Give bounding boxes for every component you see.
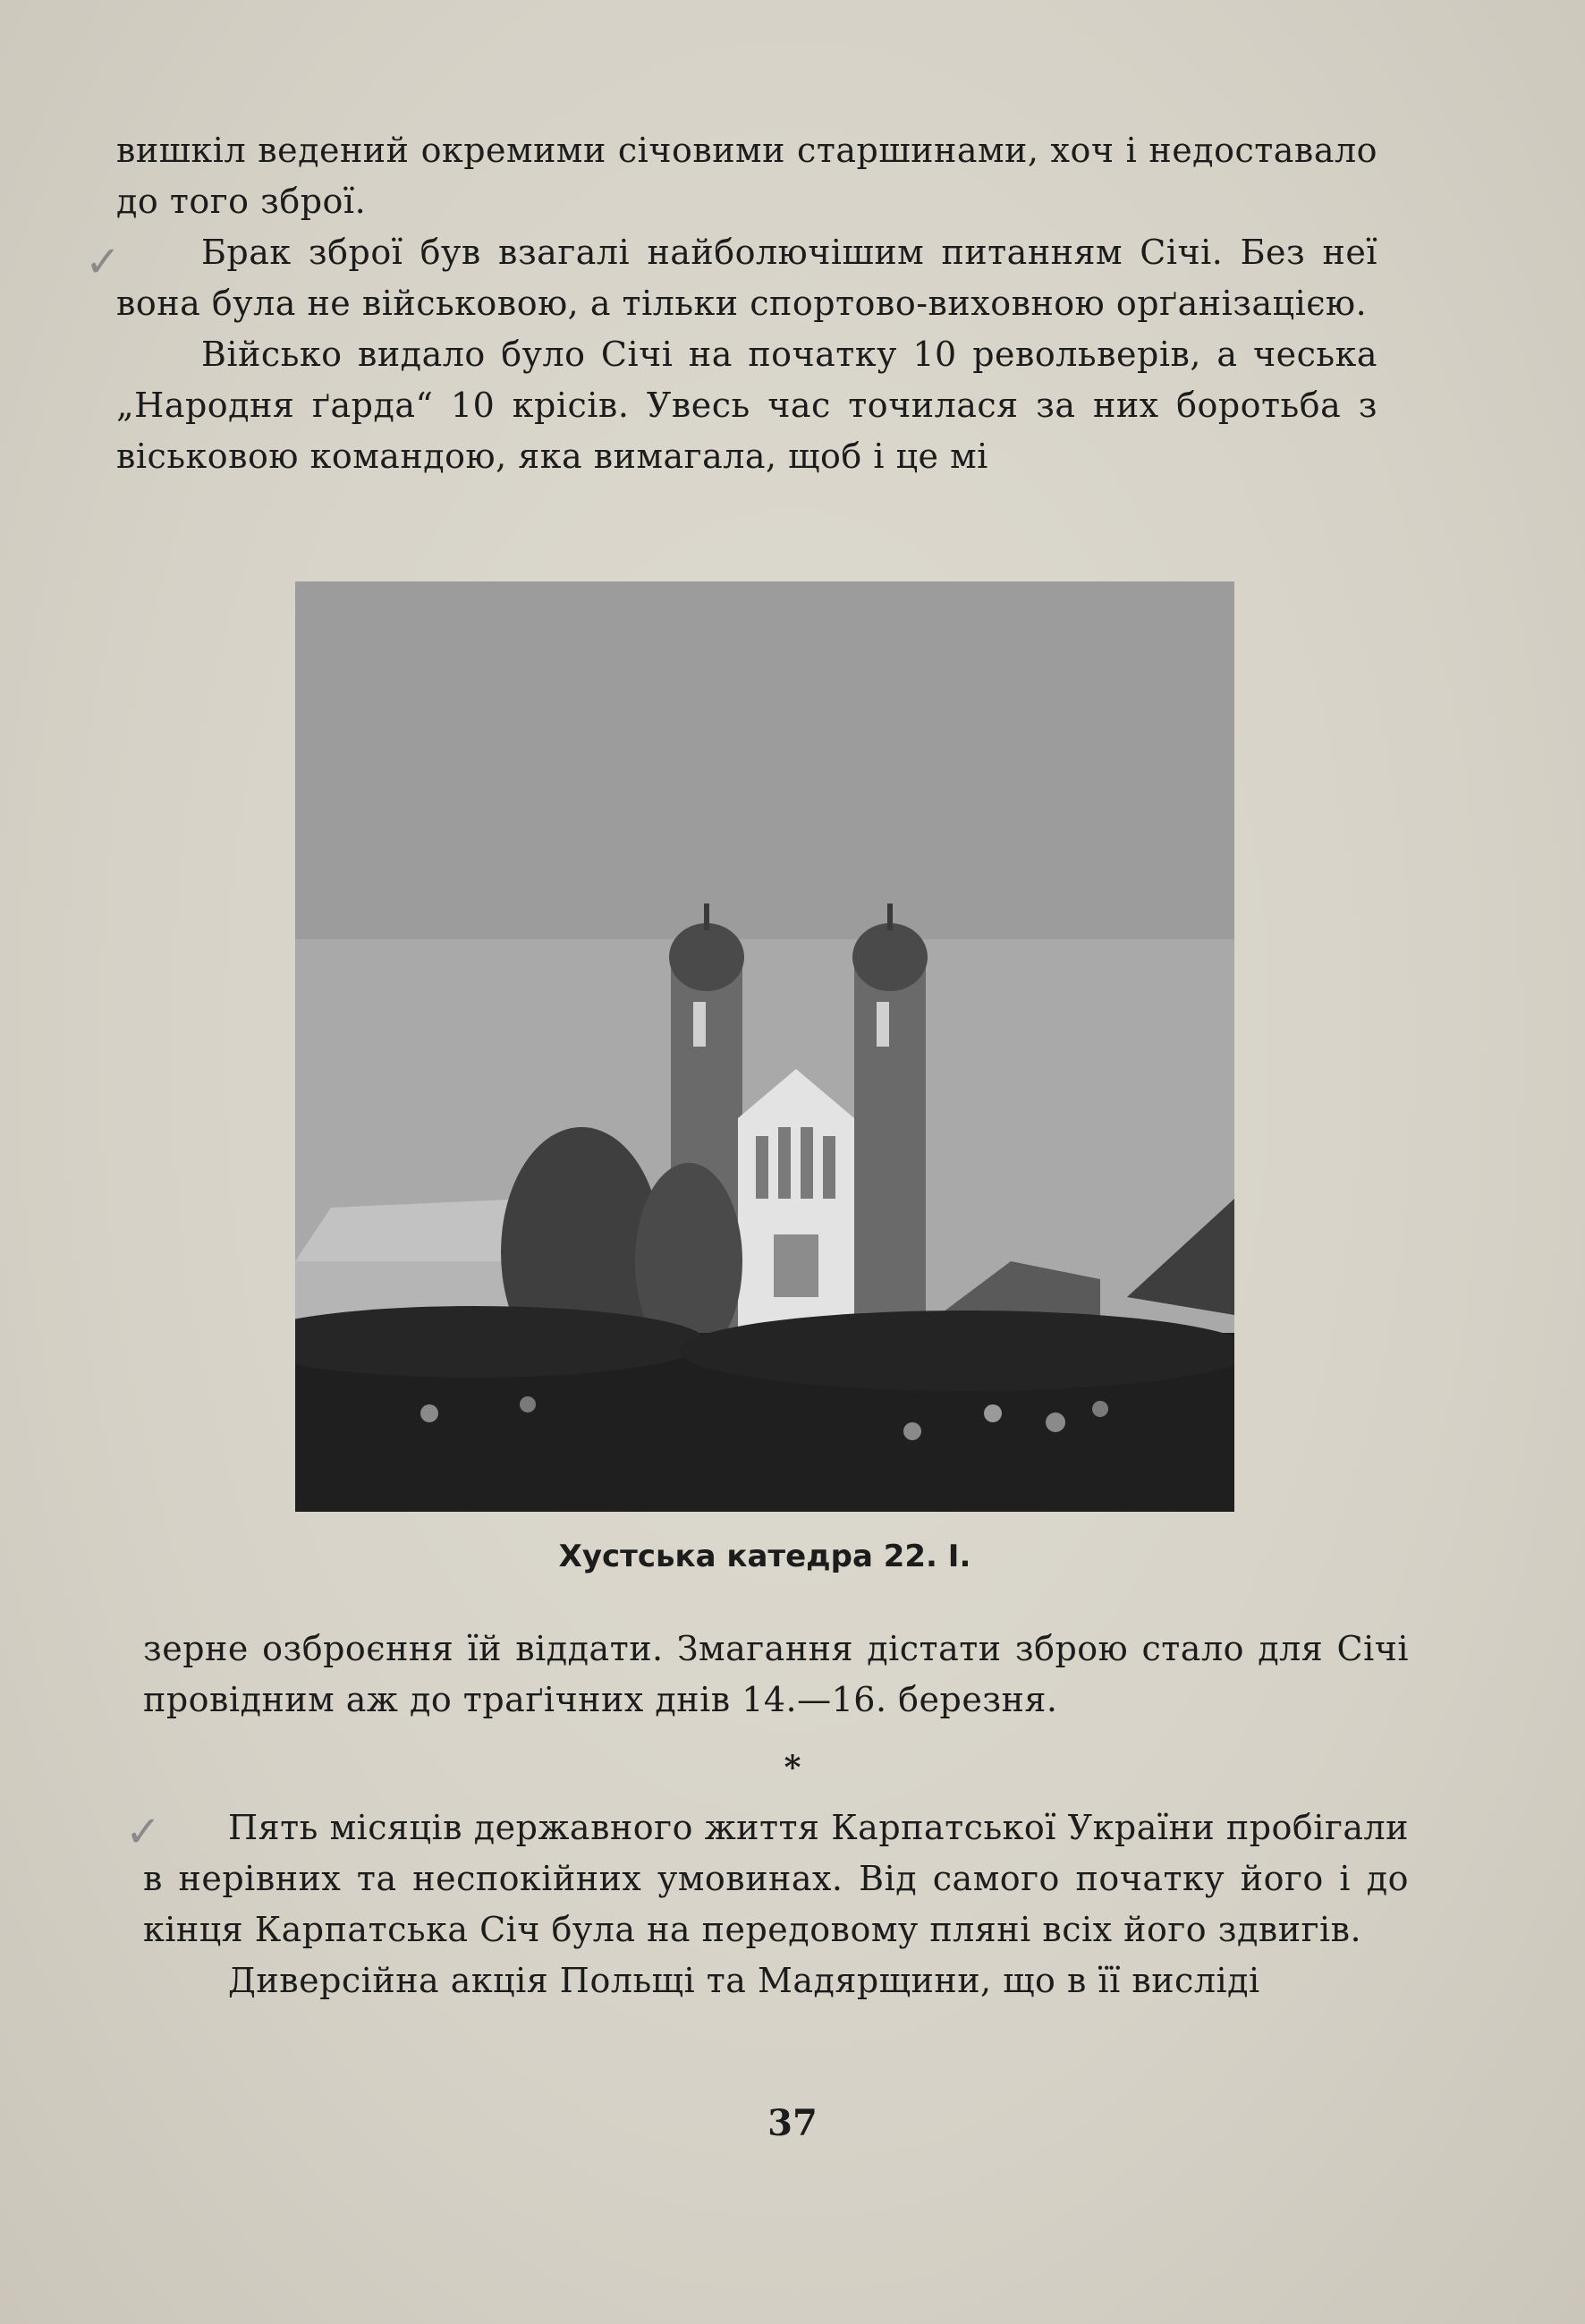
paragraph: Брак зброї був взагалі найболючішим питанням Січі. Без неї вона була не військовою, а тільки спортово-виховною орґанізацією.	[116, 233, 1377, 323]
paragraph: вишкіл ведений окремими січовими старшинами, хоч і недоставало до того зброї.	[116, 131, 1377, 221]
cathedral-photo	[295, 581, 1234, 1512]
paragraph: Диверсійна акція Польщі та Мадярщини, що в її висліді	[228, 1961, 1260, 2000]
figure-caption: Хустська катедра 22. І.	[558, 1539, 971, 1574]
pencil-check-mark-icon: ✓	[85, 237, 122, 287]
section-divider: *	[784, 1749, 801, 1786]
text-block-bottom-2	[143, 1802, 1409, 2006]
pencil-check-mark-icon: ✓	[125, 1807, 162, 1857]
text-block-top	[116, 125, 1377, 482]
paragraph: зерне озброєння їй віддати. Змагання дістати зброю стало для Січі провідним аж до траґічних днів 14.—16. березня.	[143, 1629, 1409, 1719]
text-block-bottom	[143, 1624, 1409, 1726]
page-number: 37	[767, 2102, 818, 2144]
paragraph: Пять місяців державного життя Карпатської України пробігали в нерівних та неспокійних умовинах. Від самого початку його і до кінця Карпатська Січ була на передовому пляні всіх його здвигів.	[143, 1808, 1409, 1949]
paragraph: Військо видало було Січі на початку 10 револьверів, а чеська „Народня ґарда“ 10 крісів. Увесь час точилася за них боротьба з віськовою командою, яка вимагала, щоб і це мі	[116, 335, 1377, 476]
